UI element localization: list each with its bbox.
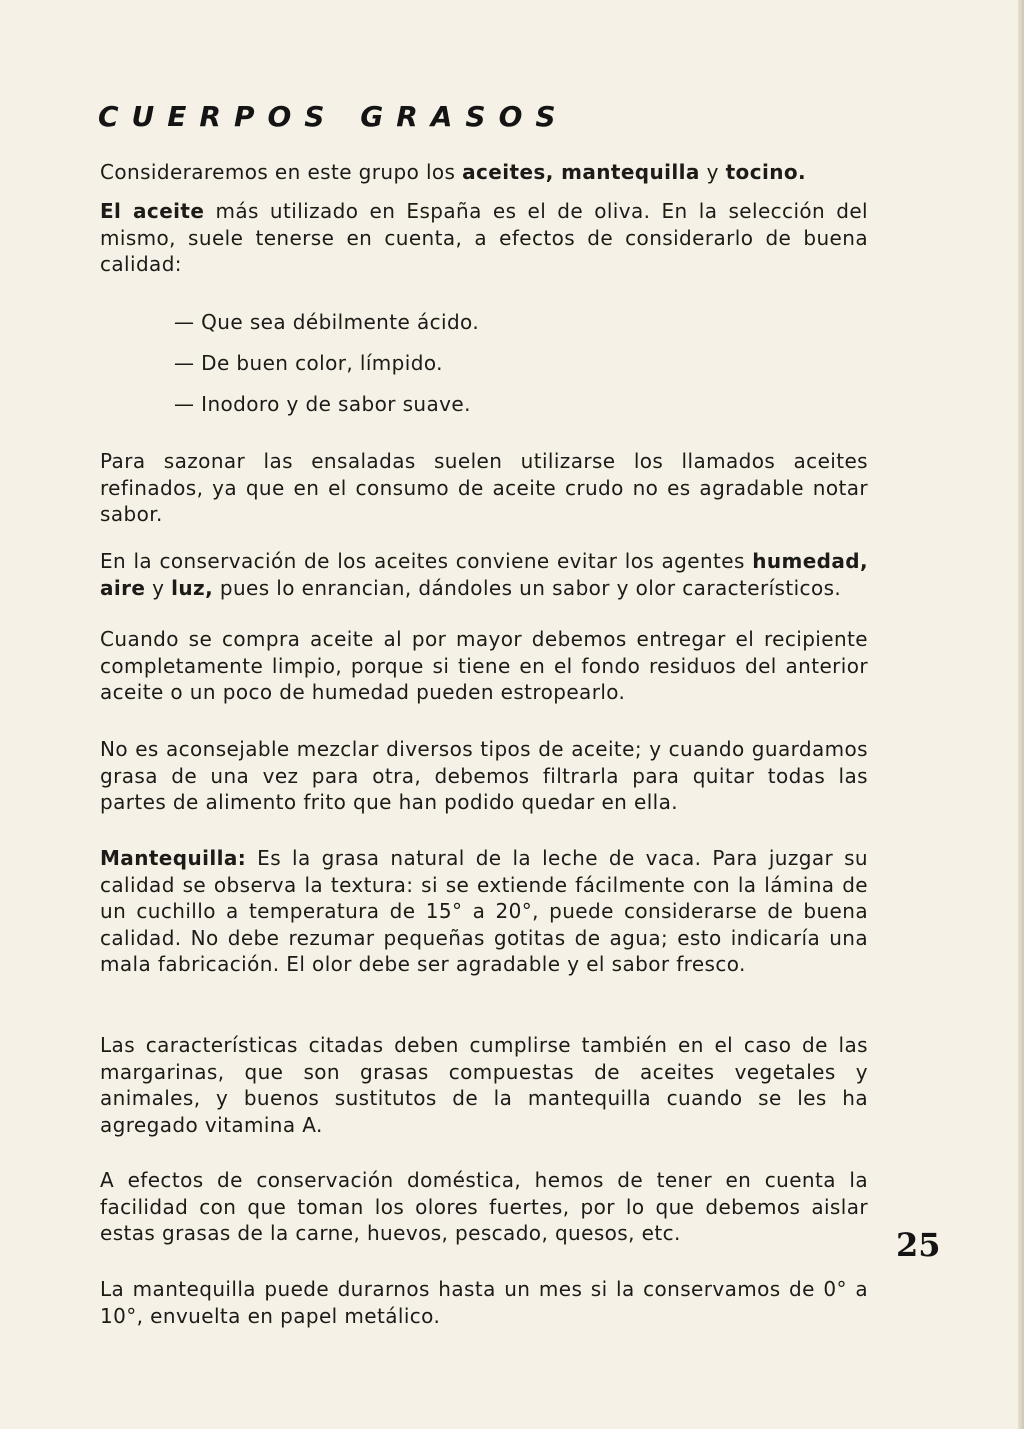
list-item: — Inodoro y de sabor suave.: [174, 392, 471, 416]
paragraph-domestica: A efectos de conservación doméstica, hemos de tener en cuenta la facilidad con que toman los olores fuertes, por lo que debemos aislar estas grasas de la carne, huevos, pescado, quesos, etc.: [100, 1168, 868, 1245]
text: y: [699, 160, 726, 184]
paragraph-mantequilla: [100, 845, 868, 978]
bold-text: El aceite: [100, 199, 205, 223]
bold-text: tocino.: [725, 160, 806, 184]
paragraph-intro: [100, 159, 868, 186]
text: En la conservación de los aceites conviene evitar los agentes: [100, 549, 753, 573]
paragraph-conservacion: [100, 548, 868, 601]
list-item: — De buen color, límpido.: [174, 351, 443, 375]
paragraph-durar: La mantequilla puede durarnos hasta un mes si la conservamos de 0° a 10°, envuelta en papel metálico.: [100, 1277, 868, 1328]
section-title: CUERPOS GRASOS: [98, 100, 569, 133]
paragraph-mezclar: No es aconsejable mezclar diversos tipos de aceite; y cuando guardamos grasa de una vez para otra, debemos filtrarla para quitar todas las partes de alimento frito que han podido quedar en ella.: [100, 737, 868, 814]
page-number: 25: [896, 1226, 941, 1264]
bold-text: humedad, aire: [100, 549, 868, 600]
paragraph-sazonar: Para sazonar las ensaladas suelen utilizarse los llamados aceites refinados, ya que en el consumo de aceite crudo no es agradable notar sabor.: [100, 449, 868, 526]
text: y: [145, 575, 172, 600]
paragraph-aceite: [100, 198, 868, 278]
paragraph-margarinas: Las características citadas deben cumplirse también en el caso de las margarinas, que son grasas compuestas de aceites vegetales y animales, y buenos sustitutos de la mantequilla cuando se les ha agregado vitamina A.: [100, 1033, 868, 1137]
text: pues lo enrancian, dándoles un sabor y olor característicos.: [213, 575, 842, 600]
text: Consideraremos en este grupo los: [100, 160, 463, 184]
bold-text: luz,: [171, 575, 214, 600]
text: Es la grasa natural de la leche de vaca. Para juzgar su calidad se observa la textura: si se extiende fácilmente con la lámina de un cuchillo a temperatura de 15° a 20°, puede considerarse de buena calidad. No debe rezumar pequeñas gotitas de agua; esto indicaría una mala fabricación. El olor debe ser agradable y el sabor fresco.: [100, 846, 868, 976]
bold-text: Mantequilla:: [100, 846, 247, 870]
page-edge: [1018, 0, 1024, 1429]
bold-text: aceites, mantequilla: [462, 160, 700, 184]
text: más utilizado en España es el de oliva. En la selección del mismo, suele tenerse en cuenta, a efectos de considerarlo de buena calidad:: [100, 199, 868, 276]
list-item: — Que sea débilmente ácido.: [174, 310, 480, 334]
paragraph-compra: Cuando se compra aceite al por mayor debemos entregar el recipiente completamente limpio, porque si tiene en el fondo residuos del anterior aceite o un poco de humedad pueden estropearlo.: [100, 627, 868, 704]
